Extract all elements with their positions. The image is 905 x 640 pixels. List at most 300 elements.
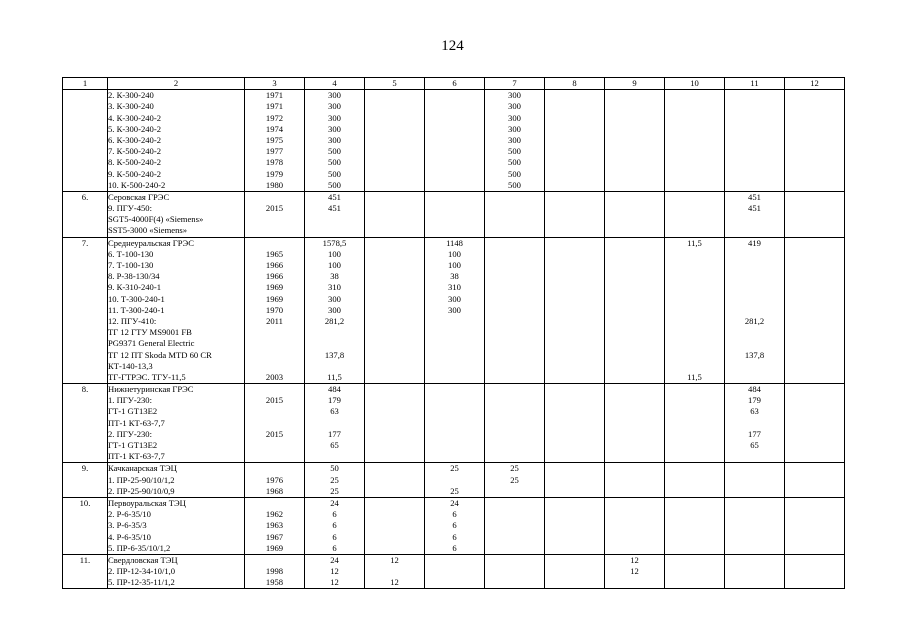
cell-line — [605, 577, 664, 588]
cell-line: 25 — [450, 463, 459, 474]
cell-line — [425, 429, 484, 440]
cell-line: 1578,5 — [322, 237, 347, 248]
table-cell-col-2 — [108, 90, 245, 192]
cell-line — [785, 372, 844, 383]
cell-line — [785, 214, 844, 225]
cell-line — [725, 135, 784, 146]
cell-line — [63, 486, 107, 497]
cell-line — [485, 451, 544, 462]
cell-line — [63, 372, 107, 383]
cell-line — [605, 305, 664, 316]
cell-line: 65 — [330, 440, 339, 451]
table-cell-col-10 — [665, 463, 725, 498]
cell-line — [425, 338, 484, 349]
cell-line — [425, 384, 484, 395]
column-header-3: 3 — [245, 78, 305, 90]
cell-line — [485, 406, 544, 417]
cell-line — [63, 350, 107, 361]
cell-line — [665, 214, 724, 225]
table-cell-col-11 — [725, 90, 785, 192]
cell-line: 2. К-300-240 — [108, 90, 154, 101]
cell-line — [545, 271, 604, 282]
cell-line — [245, 451, 304, 462]
cell-line: 12 — [390, 554, 399, 565]
cell-line — [425, 214, 484, 225]
cell-line: 137,8 — [744, 349, 765, 360]
cell-line: 11. Т-300-240-1 — [108, 304, 165, 315]
cell-line — [485, 384, 544, 395]
cell-line — [605, 509, 664, 520]
table-cell-col-10 — [665, 90, 725, 192]
cell-line: 1969 — [265, 542, 284, 553]
cell-line: 6 — [332, 520, 337, 531]
cell-line: 6 — [452, 542, 457, 553]
cell-line — [365, 157, 424, 168]
table-cell-col-4 — [305, 497, 365, 554]
cell-line — [785, 429, 844, 440]
cell-line — [785, 566, 844, 577]
cell-line: 300 — [328, 293, 341, 304]
cell-line — [63, 180, 107, 191]
cell-line — [485, 440, 544, 451]
cell-line — [305, 214, 364, 225]
cell-line — [425, 192, 484, 203]
cell-line — [605, 520, 664, 531]
cell-line — [785, 406, 844, 417]
cell-line — [485, 225, 544, 236]
cell-line — [425, 327, 484, 338]
cell-line — [485, 577, 544, 588]
cell-line: 100 — [448, 248, 461, 259]
cell-line — [485, 338, 544, 349]
cell-line: 484 — [328, 384, 341, 395]
cell-line: 12 — [390, 577, 399, 588]
cell-line: 8. К-500-240-2 — [108, 157, 161, 168]
cell-line: 281,2 — [324, 315, 345, 326]
cell-line — [63, 395, 107, 406]
table-cell-col-11 — [725, 191, 785, 237]
cell-line: ГТ-1 GT13E2 — [108, 406, 158, 417]
cell-line — [545, 260, 604, 271]
cell-line — [605, 249, 664, 260]
cell-line — [785, 316, 844, 327]
cell-line: 5. К-300-240-2 — [108, 123, 161, 134]
cell-line — [365, 113, 424, 124]
cell-line: 1965 — [265, 248, 284, 259]
cell-line — [425, 577, 484, 588]
cell-line — [545, 451, 604, 462]
cell-line — [545, 543, 604, 554]
cell-line — [485, 543, 544, 554]
cell-line — [545, 406, 604, 417]
table-cell-col-2 — [108, 191, 245, 237]
cell-line: 1976 — [265, 474, 284, 485]
cell-line — [63, 157, 107, 168]
cell-line — [365, 440, 424, 451]
cell-line — [545, 440, 604, 451]
cell-line — [665, 124, 724, 135]
cell-line: 451 — [748, 191, 761, 202]
cell-line — [63, 577, 107, 588]
cell-line — [785, 350, 844, 361]
cell-line: 63 — [330, 406, 339, 417]
cell-line — [63, 249, 107, 260]
cell-line: 500 — [328, 179, 341, 190]
cell-line — [425, 316, 484, 327]
cell-line — [545, 384, 604, 395]
cell-line: Качканарская ТЭЦ — [108, 463, 177, 474]
cell-line: 1998 — [265, 566, 284, 577]
table-cell-col-12 — [785, 463, 845, 498]
cell-line — [785, 282, 844, 293]
table-cell-col-5 — [365, 463, 425, 498]
cell-line — [725, 361, 784, 372]
cell-line — [305, 451, 364, 462]
cell-line — [605, 157, 664, 168]
cell-line: 300 — [328, 134, 341, 145]
cell-line — [545, 157, 604, 168]
cell-line — [785, 169, 844, 180]
cell-line: 451 — [748, 203, 761, 214]
cell-line: 100 — [448, 260, 461, 271]
cell-line — [245, 192, 304, 203]
cell-line — [365, 327, 424, 338]
cell-line — [365, 532, 424, 543]
cell-line — [245, 555, 304, 566]
cell-line — [485, 555, 544, 566]
cell-line — [365, 305, 424, 316]
cell-line — [665, 135, 724, 146]
table-cell-col-11 — [725, 237, 785, 383]
cell-line: 500 — [508, 168, 521, 179]
cell-line — [785, 384, 844, 395]
cell-line — [785, 124, 844, 135]
cell-line: 500 — [328, 168, 341, 179]
cell-line — [545, 180, 604, 191]
column-header-7: 7 — [485, 78, 545, 90]
cell-line — [365, 451, 424, 462]
cell-line — [63, 203, 107, 214]
cell-line: 6. — [81, 191, 89, 202]
cell-line — [545, 225, 604, 236]
cell-line — [485, 418, 544, 429]
cell-line — [63, 260, 107, 271]
cell-line — [63, 327, 107, 338]
table-cell-col-4 — [305, 463, 365, 498]
cell-line — [425, 180, 484, 191]
table-cell-col-2 — [108, 463, 245, 498]
cell-line: 1969 — [265, 293, 284, 304]
cell-line: 179 — [328, 395, 341, 406]
cell-line — [665, 475, 724, 486]
cell-line — [665, 555, 724, 566]
cell-line: 419 — [748, 237, 761, 248]
table-cell-col-12 — [785, 497, 845, 554]
table-cell-col-10 — [665, 384, 725, 463]
cell-line — [485, 238, 544, 249]
table-cell-col-10 — [665, 237, 725, 383]
cell-line — [545, 169, 604, 180]
cell-line: КТ-140-13,3 — [108, 360, 153, 371]
cell-line: Свердловская ТЭЦ — [108, 554, 178, 565]
cell-line — [63, 509, 107, 520]
cell-line — [785, 90, 844, 101]
table-cell-col-3 — [245, 90, 305, 192]
table-row-group — [63, 90, 845, 192]
cell-line — [365, 260, 424, 271]
table-cell-col-4 — [305, 554, 365, 589]
cell-line — [545, 429, 604, 440]
cell-line: 38 — [330, 271, 339, 282]
cell-line: 50 — [330, 463, 339, 474]
cell-line: 6 — [332, 542, 337, 553]
cell-line: 2015 — [265, 203, 284, 214]
cell-line — [545, 566, 604, 577]
table-cell-col-2 — [108, 497, 245, 554]
cell-line — [605, 169, 664, 180]
cell-line — [605, 532, 664, 543]
table-cell-col-8 — [545, 237, 605, 383]
cell-line — [605, 203, 664, 214]
cell-line: 1966 — [265, 271, 284, 282]
cell-line: 281,2 — [744, 315, 765, 326]
table-cell-col-7 — [485, 497, 545, 554]
table-cell-col-7 — [485, 237, 545, 383]
cell-line: ТГ-ГТРЭС. ТГУ-11,5 — [108, 371, 186, 382]
cell-line: 300 — [328, 90, 341, 101]
table-cell-col-8 — [545, 191, 605, 237]
cell-line — [605, 180, 664, 191]
column-header-1: 1 — [63, 78, 108, 90]
cell-line — [63, 440, 107, 451]
cell-line: 1972 — [265, 112, 284, 123]
cell-line — [425, 440, 484, 451]
cell-line: 63 — [750, 406, 759, 417]
cell-line — [485, 372, 544, 383]
cell-line: 24 — [330, 497, 339, 508]
cell-line: 6 — [452, 509, 457, 520]
cell-line — [785, 135, 844, 146]
cell-line — [485, 282, 544, 293]
cell-line — [425, 90, 484, 101]
column-header-11: 11 — [725, 78, 785, 90]
cell-line — [665, 440, 724, 451]
cell-line — [545, 203, 604, 214]
cell-line — [425, 566, 484, 577]
cell-line — [63, 282, 107, 293]
cell-line: 451 — [328, 191, 341, 202]
cell-line — [605, 395, 664, 406]
table-cell-col-7 — [485, 463, 545, 498]
cell-line — [725, 169, 784, 180]
cell-line — [665, 566, 724, 577]
cell-line: 2003 — [265, 371, 284, 382]
cell-line — [545, 577, 604, 588]
cell-line — [725, 214, 784, 225]
cell-line — [605, 463, 664, 474]
cell-line — [485, 260, 544, 271]
table-cell-col-3 — [245, 497, 305, 554]
cell-line — [785, 101, 844, 112]
cell-line — [425, 451, 484, 462]
cell-line: 179 — [748, 395, 761, 406]
cell-line: 38 — [450, 271, 459, 282]
cell-line: ПТ-1 КТ-63-7,7 — [108, 451, 165, 462]
table-cell-col-1 — [63, 463, 108, 498]
cell-line — [485, 361, 544, 372]
table-cell-col-4 — [305, 237, 365, 383]
cell-line — [365, 124, 424, 135]
cell-line: 1974 — [265, 123, 284, 134]
cell-line — [365, 135, 424, 146]
cell-line: 25 — [330, 485, 339, 496]
cell-line — [665, 249, 724, 260]
cell-line — [785, 146, 844, 157]
cell-line — [365, 90, 424, 101]
cell-line — [785, 520, 844, 531]
table-cell-col-5 — [365, 554, 425, 589]
cell-line — [785, 327, 844, 338]
table-cell-col-9 — [605, 554, 665, 589]
cell-line: 300 — [508, 134, 521, 145]
cell-line — [725, 113, 784, 124]
cell-line — [485, 532, 544, 543]
column-header-4: 4 — [305, 78, 365, 90]
cell-line — [545, 361, 604, 372]
cell-line: 25 — [510, 463, 519, 474]
cell-line — [665, 498, 724, 509]
table-cell-col-11 — [725, 384, 785, 463]
cell-line: 9. К-500-240-2 — [108, 168, 161, 179]
cell-line — [725, 463, 784, 474]
cell-line — [545, 135, 604, 146]
table-cell-col-1 — [63, 191, 108, 237]
cell-line — [785, 180, 844, 191]
cell-line — [605, 282, 664, 293]
cell-line: 1979 — [265, 168, 284, 179]
cell-line: 300 — [448, 293, 461, 304]
cell-line — [485, 203, 544, 214]
cell-line — [63, 566, 107, 577]
cell-line: 2. ПГУ-230: — [108, 428, 152, 439]
power-plant-table — [62, 77, 845, 589]
cell-line — [665, 577, 724, 588]
cell-line — [605, 135, 664, 146]
cell-line — [245, 361, 304, 372]
cell-line — [725, 543, 784, 554]
cell-line: 6. Т-100-130 — [108, 248, 154, 259]
table-cell-col-9 — [605, 463, 665, 498]
cell-line — [665, 146, 724, 157]
cell-line: Нижнетуринская ГРЭС — [108, 384, 194, 395]
cell-line — [365, 214, 424, 225]
cell-line: 1971 — [265, 101, 284, 112]
cell-line — [545, 555, 604, 566]
column-header-5: 5 — [365, 78, 425, 90]
cell-line — [725, 555, 784, 566]
cell-line — [63, 169, 107, 180]
cell-line — [485, 294, 544, 305]
cell-line — [63, 429, 107, 440]
cell-line — [545, 418, 604, 429]
cell-line — [665, 157, 724, 168]
cell-line — [785, 463, 844, 474]
cell-line — [63, 406, 107, 417]
cell-line — [605, 294, 664, 305]
table-cell-col-8 — [545, 90, 605, 192]
table-cell-col-4 — [305, 191, 365, 237]
cell-line: 12 — [630, 554, 639, 565]
table-cell-col-5 — [365, 497, 425, 554]
cell-line — [63, 475, 107, 486]
cell-line — [665, 203, 724, 214]
cell-line — [365, 361, 424, 372]
cell-line — [605, 214, 664, 225]
cell-line: SST5-3000 «Siemens» — [108, 225, 188, 236]
cell-line: 6 — [332, 531, 337, 542]
cell-line — [365, 509, 424, 520]
cell-line — [545, 238, 604, 249]
cell-line — [485, 271, 544, 282]
cell-line — [245, 384, 304, 395]
cell-line: 300 — [508, 101, 521, 112]
cell-line — [725, 305, 784, 316]
cell-line — [365, 203, 424, 214]
cell-line — [605, 440, 664, 451]
table-cell-col-3 — [245, 384, 305, 463]
page-number: 124 — [441, 38, 464, 54]
cell-line — [545, 509, 604, 520]
cell-line — [485, 249, 544, 260]
cell-line — [545, 192, 604, 203]
cell-line — [665, 486, 724, 497]
column-header-6: 6 — [425, 78, 485, 90]
cell-line — [545, 486, 604, 497]
cell-line — [665, 543, 724, 554]
table-cell-col-1 — [63, 90, 108, 192]
cell-line — [365, 146, 424, 157]
cell-line — [365, 249, 424, 260]
table-cell-col-10 — [665, 554, 725, 589]
cell-line — [725, 249, 784, 260]
cell-line — [365, 372, 424, 383]
cell-line — [665, 384, 724, 395]
cell-line — [245, 406, 304, 417]
cell-line — [605, 338, 664, 349]
cell-line: 1969 — [265, 282, 284, 293]
cell-line: 24 — [330, 554, 339, 565]
cell-line — [365, 486, 424, 497]
cell-line — [425, 406, 484, 417]
cell-line: 7. Т-100-130 — [108, 260, 154, 271]
cell-line — [485, 327, 544, 338]
cell-line — [665, 350, 724, 361]
cell-line — [785, 225, 844, 236]
cell-line — [485, 214, 544, 225]
cell-line: 6 — [332, 509, 337, 520]
column-header-12: 12 — [785, 78, 845, 90]
cell-line — [725, 180, 784, 191]
table-cell-col-6 — [425, 237, 485, 383]
cell-line: ГТ-1 GT13E2 — [108, 440, 158, 451]
cell-line — [725, 271, 784, 282]
column-header-2: 2 — [108, 78, 245, 90]
cell-line: 1962 — [265, 509, 284, 520]
cell-line — [63, 146, 107, 157]
cell-line: 3. Р-6-35/3 — [108, 520, 147, 531]
cell-line — [365, 271, 424, 282]
cell-line — [605, 372, 664, 383]
